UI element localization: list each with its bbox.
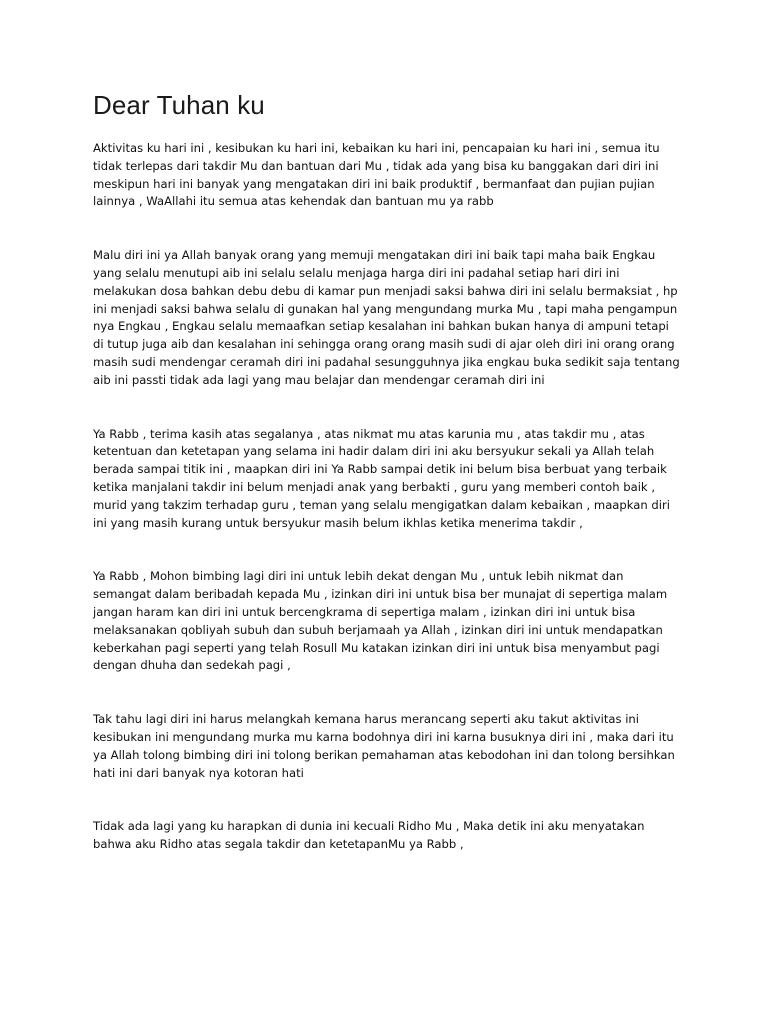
paragraph-6: Tidak ada lagi yang ku harapkan di dunia ini kecuali Ridho Mu , Maka detik ini aku menyatakan bahwa aku Ridho atas segala takdir dan ketetapanMu ya Rabb , xyxy=(93,819,645,852)
paragraph-5: Tak tahu lagi diri ini harus melangkah kemana harus merancang seperti aku takut aktivitas ini kesibukan ini mengundang murka mu karna bodohnya diri ini karna busuknya diri ini , maka dari itu ya Allah tolong bimbing diri ini tolong berikan pemahaman atas kebodohan ini dan tolong bersihkan hati ini dari banyak nya kotoran hati xyxy=(93,712,675,780)
document-title: Dear Tuhan ku xyxy=(93,90,265,120)
paragraph-4: Ya Rabb , Mohon bimbing lagi diri ini untuk lebih dekat dengan Mu , untuk lebih nikmat dan semangat dalam beribadah kepada Mu , izinkan diri ini untuk bisa ber munajat di sepertiga malam jangan haram kan diri ini untuk bercengkrama di sepertiga malam , izinkan diri ini untuk bisa melaksanakan qobliyah subuh dan subuh berjamaah ya Allah , izinkan diri ini untuk mendapatkan keberkahan pagi seperti yang telah Rosull Mu katakan izinkan diri ini untuk bisa menyambut pagi dengan dhuha dan sedekah pagi , xyxy=(93,569,668,673)
paragraph-1: Aktivitas ku hari ini , kesibukan ku hari ini, kebaikan ku hari ini, pencapaian ku hari ini , semua itu tidak terlepas dari takdir Mu dan bantuan dari Mu , tidak ada yang bisa ku banggakan dari diri ini meskipun hari ini banyak yang mengatakan diri ini baik produktif , bermanfaat dan pujian pujian lainnya , WaAllahi itu semua atas kehendak dan bantuan mu ya rabb xyxy=(93,141,660,209)
paragraph-3: Ya Rabb , terima kasih atas segalanya , atas nikmat mu atas karunia mu , atas takdir mu , atas ketentuan dan ketetapan yang selama ini hadir dalam diri ini aku bersyukur sekali ya Allah telah berada sampai titik ini , maapkan diri ini Ya Rabb sampai detik ini belum bisa berbuat yang terbaik ketika manjalani takdir ini belum menjadi anak yang berbakti , guru yang memberi contoh baik , murid yang takzim terhadap guru , teman yang selalu mengigatkan dalam kebaikan , maapkan diri ini yang masih kurang untuk bersyukur masih belum ikhlas ketika menerima takdir , xyxy=(93,426,670,530)
document-body xyxy=(93,86,683,854)
paragraph-2: Malu diri ini ya Allah banyak orang yang memuji mengatakan diri ini baik tapi maha baik Engkau yang selalu menutupi aib ini selalu selalu menjaga harga diri ini padahal setiap hari diri ini melakukan dosa bahkan debu debu di kamar pun menjadi saksi bahwa diri ini selalu bermaksiat , hp ini menjadi saksi bahwa selalu di gunakan hal yang mengundang murka Mu , tapi maha pengampun nya Engkau , Engkau selalu memaafkan setiap kesalahan ini bahkan bukan hanya di ampuni tetapi di tutup juga aib dan kesalahan ini sehingga orang orang masih sudi di ajar oleh diri ini orang orang masih sudi mendengar ceramah diri ini padahal sesungguhnya jika engkau buka sedikit saja tentang aib ini passti tidak ada lagi yang mau belajar dan mendengar ceramah diri ini xyxy=(93,248,680,387)
